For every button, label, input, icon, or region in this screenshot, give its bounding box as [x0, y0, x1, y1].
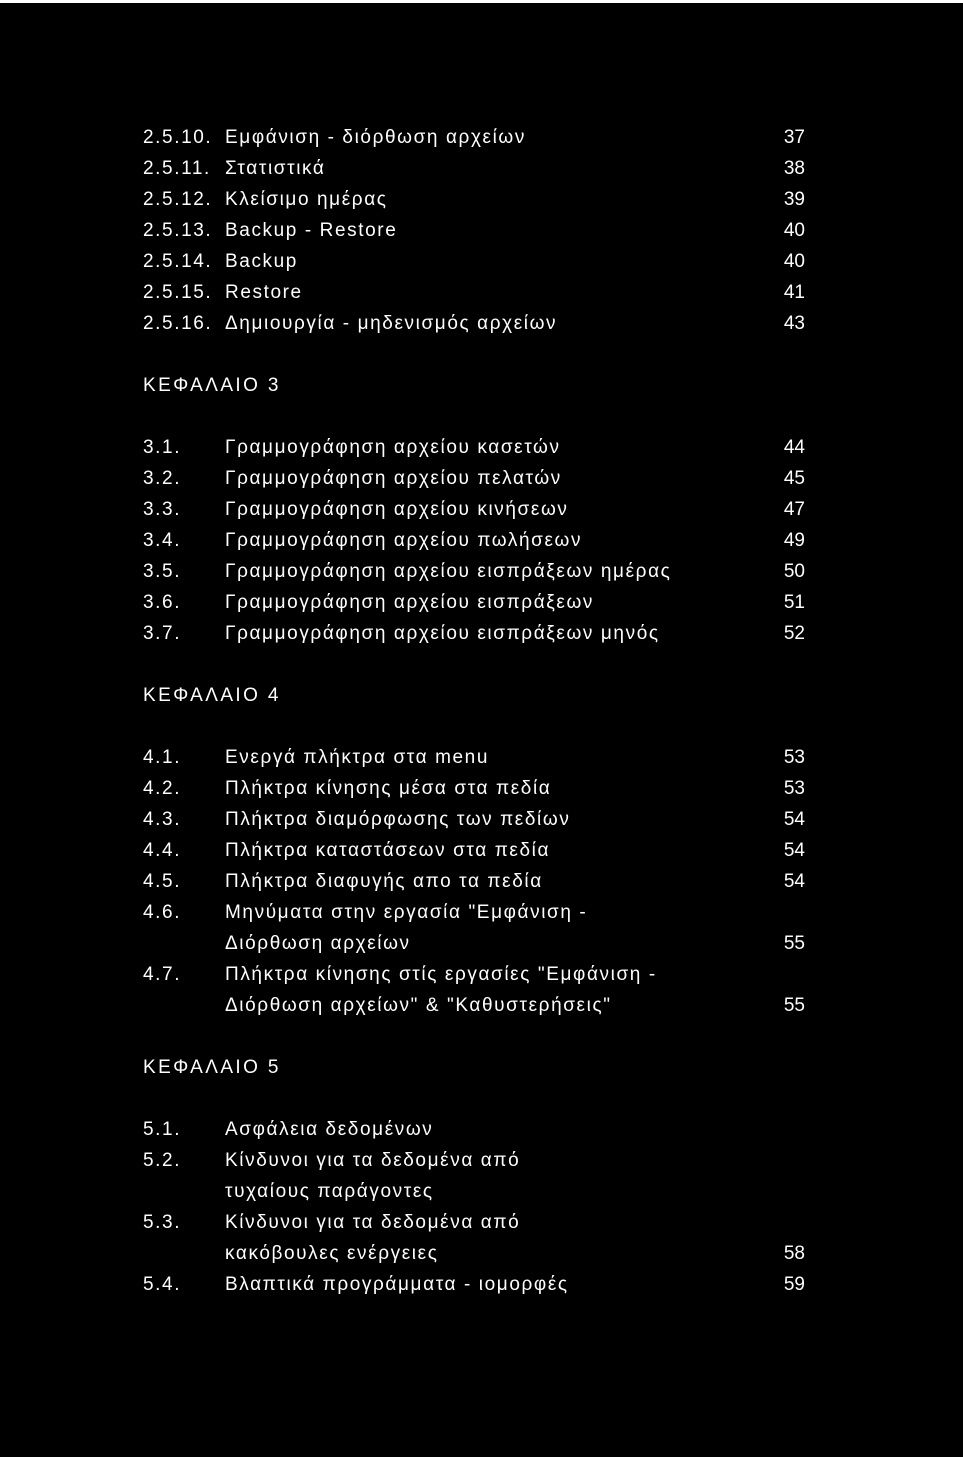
entry-number: 5.1.: [143, 1119, 182, 1140]
toc-entry-continuation: [143, 1177, 805, 1208]
entry-number: 2.5.11.: [143, 158, 211, 179]
entry-title: Πλήκτρα κίνησης μέσα στα πεδία: [225, 778, 552, 799]
toc-entry: [143, 805, 805, 836]
entry-number: 4.1.: [143, 747, 182, 768]
entry-number: 5.2.: [143, 1150, 182, 1171]
toc-entry: [143, 433, 805, 464]
entry-number: 4.5.: [143, 871, 182, 892]
entry-page: 55: [783, 933, 805, 954]
spacer: [143, 402, 805, 433]
entry-page: 47: [783, 499, 805, 520]
entry-title: Γραμμογράφηση αρχείου κασετών: [225, 437, 561, 458]
entry-page: 38: [783, 158, 805, 179]
entry-page: 50: [783, 561, 805, 582]
spacer: [143, 712, 805, 743]
toc-entry: [143, 123, 805, 154]
toc-entry: [143, 557, 805, 588]
entry-title: Διόρθωση αρχείων: [225, 933, 411, 954]
entry-title: Πλήκτρα καταστάσεων στα πεδία: [225, 840, 551, 861]
toc-entry: [143, 495, 805, 526]
toc-entry: [143, 185, 805, 216]
entry-title: τυχαίους παράγοντες: [225, 1181, 434, 1202]
entry-number: 2.5.14.: [143, 251, 213, 272]
section-2-list: [143, 123, 805, 340]
spacer: [143, 340, 805, 371]
entry-number: 3.3.: [143, 499, 182, 520]
entry-number: 2.5.16.: [143, 313, 213, 334]
toc-entry: [143, 898, 805, 929]
entry-number: 4.7.: [143, 964, 182, 985]
entry-number: 2.5.13.: [143, 220, 213, 241]
entry-number: 4.4.: [143, 840, 182, 861]
entry-number: 3.2.: [143, 468, 182, 489]
entry-number: 2.5.12.: [143, 189, 213, 210]
entry-title: Ασφάλεια δεδομένων: [225, 1119, 434, 1140]
entry-title: Στατιστικά: [225, 158, 326, 179]
entry-title: Πλήκτρα κίνησης στίς εργασίες "Εμφάνιση -: [225, 964, 657, 985]
toc-entry: [143, 1270, 805, 1301]
entry-title: Κλείσιμο ημέρας: [225, 189, 388, 210]
entry-number: 2.5.15.: [143, 282, 213, 303]
top-border-line: [0, 0, 963, 3]
entry-page: 54: [783, 871, 805, 892]
toc-entry: [143, 743, 805, 774]
entry-page: 54: [783, 809, 805, 830]
toc-entry: [143, 464, 805, 495]
entry-page: 53: [783, 778, 805, 799]
entry-page: 39: [783, 189, 805, 210]
toc-entry: [143, 774, 805, 805]
toc-entry: [143, 1115, 805, 1146]
chapter-5-heading: ΚΕΦΑΛΑΙΟ 5: [143, 1057, 281, 1078]
toc-entry: [143, 278, 805, 309]
entry-title: Γραμμογράφηση αρχείου εισπράξεων ημέρας: [225, 561, 672, 582]
spacer: [143, 650, 805, 681]
toc-entry: [143, 154, 805, 185]
entry-number: 5.3.: [143, 1212, 182, 1233]
entry-title: Μηνύματα στην εργασία "Εμφάνιση -: [225, 902, 588, 923]
entry-page: 45: [783, 468, 805, 489]
entry-page: 52: [783, 623, 805, 644]
entry-title: Γραμμογράφηση αρχείου πωλήσεων: [225, 530, 583, 551]
entry-page: 40: [783, 220, 805, 241]
toc-entry: [143, 216, 805, 247]
entry-title: Κίνδυνοι για τα δεδομένα από: [225, 1150, 521, 1171]
entry-title: Γραμμογράφηση αρχείου εισπράξεων: [225, 592, 594, 613]
entry-page: 54: [783, 840, 805, 861]
entry-page: 58: [783, 1243, 805, 1264]
entry-page: 55: [783, 995, 805, 1016]
entry-number: 3.7.: [143, 623, 182, 644]
entry-number: 3.1.: [143, 437, 182, 458]
entry-page: 59: [783, 1274, 805, 1295]
entry-number: 3.4.: [143, 530, 182, 551]
entry-page: 49: [783, 530, 805, 551]
entry-title: Διόρθωση αρχείων" & "Καθυστερήσεις": [225, 995, 612, 1016]
entry-title: κακόβουλες ενέργειες: [225, 1243, 439, 1264]
toc-entry: [143, 1146, 805, 1177]
chapter-4-list: [143, 743, 805, 1022]
entry-title: Backup - Restore: [225, 220, 398, 241]
entry-number: 5.4.: [143, 1274, 182, 1295]
entry-title: Δημιουργία - μηδενισμός αρχείων: [225, 313, 558, 334]
entry-title: Γραμμογράφηση αρχείου πελατών: [225, 468, 562, 489]
chapter-3-heading: ΚΕΦΑΛΑΙΟ 3: [143, 375, 281, 396]
toc-entry-continuation: [143, 929, 805, 960]
entry-title: Βλαπτικά προγράμματα - ιομορφές: [225, 1274, 569, 1295]
entry-page: 51: [783, 592, 805, 613]
chapter-5-list: [143, 1115, 805, 1301]
entry-title: Πλήκτρα διαφυγής απο τα πεδία: [225, 871, 543, 892]
toc-entry: [143, 309, 805, 340]
toc-entry: [143, 836, 805, 867]
entry-number: 4.2.: [143, 778, 182, 799]
entry-title: Κίνδυνοι για τα δεδομένα από: [225, 1212, 521, 1233]
toc-entry-continuation: [143, 991, 805, 1022]
entry-number: 4.3.: [143, 809, 182, 830]
entry-number: 2.5.10.: [143, 127, 213, 148]
entry-page: 41: [783, 282, 805, 303]
entry-page: 43: [783, 313, 805, 334]
toc-entry: [143, 588, 805, 619]
toc-entry-continuation: [143, 1239, 805, 1270]
entry-title: Ενεργά πλήκτρα στα menu: [225, 747, 490, 768]
entry-title: Πλήκτρα διαμόρφωσης των πεδίων: [225, 809, 571, 830]
toc-entry: [143, 960, 805, 991]
entry-title: Backup: [225, 251, 298, 272]
chapter-3-list: [143, 433, 805, 650]
entry-page: 37: [783, 127, 805, 148]
spacer: [143, 1084, 805, 1115]
entry-number: 4.6.: [143, 902, 182, 923]
entry-title: Εμφάνιση - διόρθωση αρχείων: [225, 127, 526, 148]
entry-title: Restore: [225, 282, 303, 303]
entry-number: 3.5.: [143, 561, 182, 582]
toc-entry: [143, 867, 805, 898]
entry-title: Γραμμογράφηση αρχείου εισπράξεων μηνός: [225, 623, 660, 644]
chapter-4-heading: ΚΕΦΑΛΑΙΟ 4: [143, 685, 281, 706]
table-of-contents: [143, 123, 805, 1301]
toc-entry: [143, 526, 805, 557]
toc-entry: [143, 619, 805, 650]
entry-number: 3.6.: [143, 592, 182, 613]
entry-title: Γραμμογράφηση αρχείου κινήσεων: [225, 499, 569, 520]
spacer: [143, 1022, 805, 1053]
entry-page: 40: [783, 251, 805, 272]
entry-page: 44: [783, 437, 805, 458]
entry-page: 53: [783, 747, 805, 768]
toc-entry: [143, 1208, 805, 1239]
toc-entry: [143, 247, 805, 278]
